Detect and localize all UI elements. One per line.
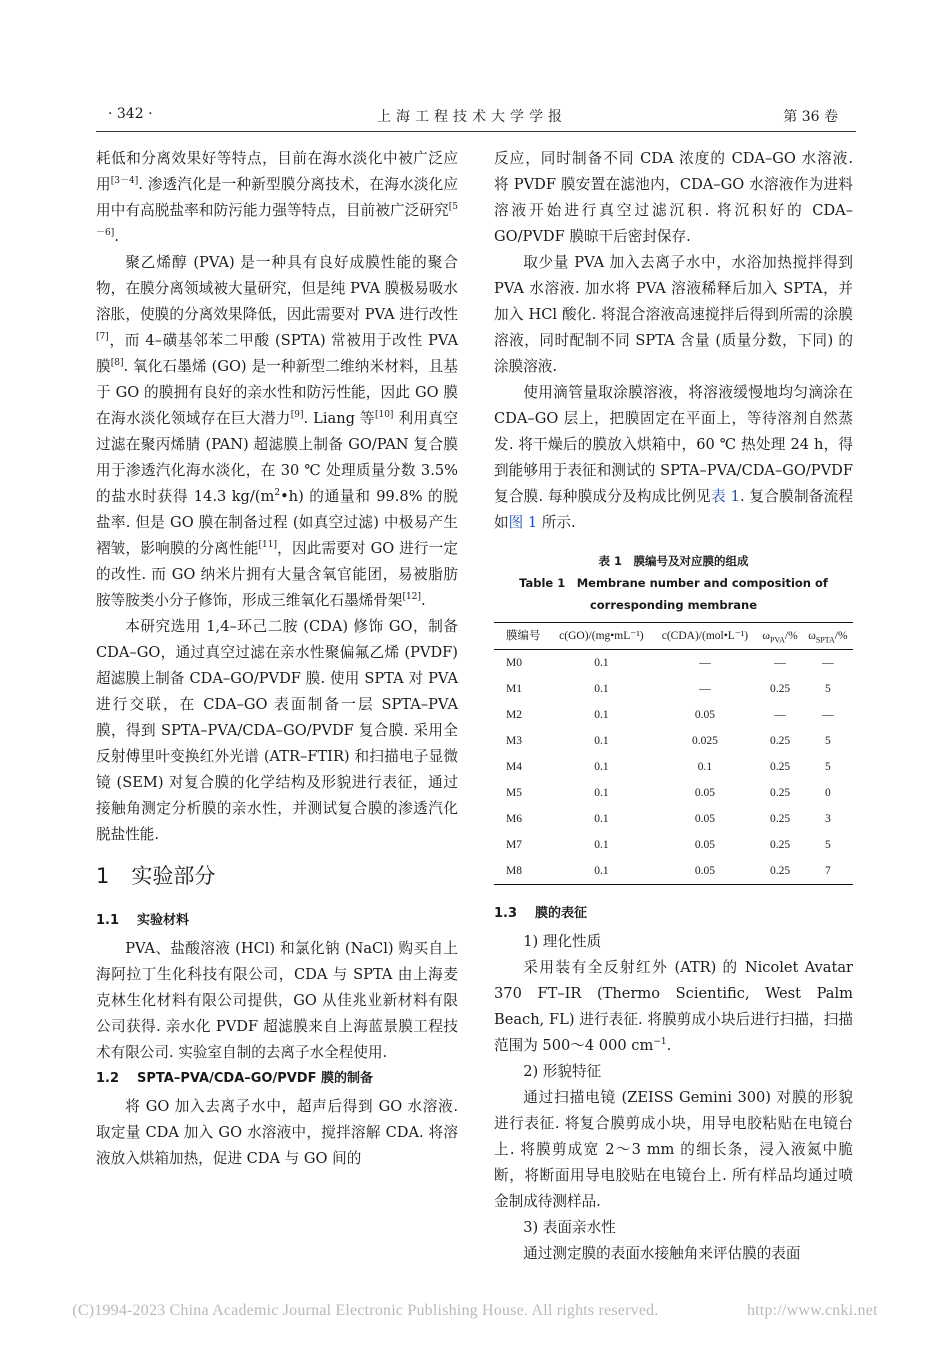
table-cell: — <box>822 709 834 721</box>
table-cell: — <box>699 657 711 669</box>
table-row <box>494 780 853 806</box>
table-cell: 7 <box>825 865 831 877</box>
paragraph-atr-ftir: 采用装有全反射红外 (ATR) 的 Nicolet Avatar 370 FT–IR (Thermo Scientific, West Palm Beach, FL) 进行表征. 将膜剪成小块后进行扫描，扫描范围为 500～4 000 $cm^{-1}$. <box>494 959 853 1054</box>
section-heading-1-2: 1.2 SPTA–PVA/CDA–GO/PVDF 膜的制备 <box>96 1071 374 1086</box>
table-header-cell: $\omega_{SPTA}/\%$ <box>803 623 853 650</box>
paragraph-preparation: 将 GO 加入去离子水中，超声后得到 GO 水溶液. 取定量 CDA 加入 GO 水溶液中，搅拌溶解 CDA. 将溶液放入烘箱加热，促进 CDA 与 GO 间的 <box>96 1098 458 1167</box>
item-physicochemical: 1) 理化性质 <box>523 933 602 950</box>
table-cell: M1 <box>506 683 522 695</box>
table-cell: 0.25 <box>769 761 791 773</box>
table-header-cell: c(CDA)/(mol•L⁻¹) <box>653 623 758 650</box>
figure-1-link[interactable]: 图 1 <box>508 514 538 531</box>
table-row <box>494 728 853 754</box>
citation-9[interactable]: [9] <box>290 410 304 421</box>
table-cell: 0.025 <box>692 735 718 747</box>
citation-7[interactable]: [7] <box>96 332 109 343</box>
table-cell: 5 <box>825 735 831 747</box>
citation-8[interactable]: [8] <box>110 358 124 369</box>
table-caption-cn: 表 1 膜编号及对应膜的组成 <box>598 554 749 568</box>
section-heading-1-3: 1.3 膜的表征 <box>494 906 588 921</box>
item-morphology: 2) 形貌特征 <box>523 1063 602 1080</box>
table-cell: 0.1 <box>594 709 609 721</box>
journal-title: 上海工程技术大学学报 <box>377 109 567 125</box>
paragraph-study-aim: 本研究选用 1,4–环己二胺 (CDA) 修饰 GO，制备 CDA–GO，通过真空过滤在亲水性聚偏氟乙烯 (PVDF) 超滤膜上制备 CDA–GO/PVDF 膜. 使用 SPTA 对 PVA 进行交联，在 CDA–GO 表面制备一层 SPTA–PVA 膜，得到 SPTA–PVA/CDA–GO/PVDF 复合膜. 采用全反射傅里叶变换红外光谱 (ATR–FTIR) 和扫描电子显微镜 (SEM) 对复合膜的化学结构及形貌进行表征，通过接触角测定分析膜的亲水性，并测试复合膜的渗透汽化脱盐性能. <box>96 618 458 843</box>
table-cell: M4 <box>506 761 522 773</box>
table-cell: 0.05 <box>694 813 715 825</box>
table-cell: 0.25 <box>769 735 791 747</box>
table-cell: 0.1 <box>594 787 609 799</box>
table-header-row <box>494 623 853 650</box>
table-cell: 0.25 <box>769 839 791 851</box>
paragraph-preparation-continued: 反应，同时制备不同 CDA 浓度的 CDA–GO 水溶液. 将 PVDF 膜安置在滤池内，CDA–GO 水溶液作为进料溶液开始进行真空过滤沉积. 将沉积好的 CDA–GO/PVDF 膜晾干后密封保存. <box>494 150 853 245</box>
table-row <box>494 650 853 677</box>
table-cell: 0.05 <box>694 787 715 799</box>
table-cell: 0.25 <box>769 813 791 825</box>
table-row <box>494 858 853 885</box>
table-cell: 0.1 <box>594 813 609 825</box>
citation-5-6[interactable]: [5－6] <box>96 202 458 239</box>
table-cell: 0.05 <box>694 839 715 851</box>
table-cell: M2 <box>506 709 522 721</box>
table-caption-en-line2: corresponding membrane <box>589 598 758 612</box>
page-number: · 342 · <box>108 106 153 122</box>
copyright-footer <box>0 1302 950 1320</box>
cnki-url[interactable]: http://www.cnki.net <box>746 1302 878 1319</box>
table-cell: M3 <box>506 735 522 747</box>
table-cell: 0.25 <box>769 865 791 877</box>
table-cell: 5 <box>825 839 831 851</box>
citation-12[interactable]: [12] <box>402 592 421 603</box>
table-cell: — <box>774 709 786 721</box>
table-cell: 0.1 <box>697 761 713 773</box>
paragraph-contact-angle: 通过测定膜的表面水接触角来评估膜的表面 <box>523 1245 801 1262</box>
table-header-cell: c(GO)/(mg•mL⁻¹) <box>550 623 652 650</box>
table-cell: M5 <box>506 787 522 799</box>
section-heading-1-1: 1.1 实验材料 <box>96 913 190 928</box>
table-cell: 0.05 <box>694 865 715 877</box>
paragraph-pva: 聚乙烯醇 (PVA) 是一种具有良好成膜性能的聚合物，在膜分离领域被大量研究，但是纯 PVA 膜极易吸水溶胀，使膜的分离效果降低，因此需要对 PVA 进行改性[7]，而 4–磺基邻苯二甲酸 (SPTA) 常被用于改性 PVA 膜[8]. 氧化石墨烯 (GO) 是一种新型二维纳米材料，且基于 GO 的膜拥有良好的亲水性和防污性能，因此 GO 膜在海水淡化领域存在巨大潜力[9]. Liang 等[10] 利用真空过滤在聚丙烯腈 (PAN) 超滤膜上制备 GO/PAN 复合膜用于渗透汽化海水淡化，在 30 ℃ 处理质量分数 3.5% 的盐水时获得 14.3 $kg/(m^2•h)$ 的通量和 99.8% 的脱盐率. 但是 GO 膜在制备过程 (如真空过滤) 中极易产生褶皱，影响膜的分离性能[11]，因此需要对 GO 进行一定的改性. 而 GO 纳米片拥有大量含氧官能团，易被脂肪胺等胺类小分子修饰，形成三维氧化石墨烯骨架[12]. <box>96 254 458 609</box>
table-cell: 5 <box>825 683 831 695</box>
table-row <box>494 832 853 858</box>
item-hydrophilicity: 3) 表面亲水性 <box>523 1219 616 1236</box>
table-cell: M6 <box>506 813 522 825</box>
table-cell: — <box>822 657 834 669</box>
section-heading-1: 1 实验部分 <box>96 864 216 888</box>
table-cell: 0.1 <box>594 683 609 695</box>
right-column <box>494 146 853 1267</box>
table-cell: 0.1 <box>594 865 609 877</box>
table-1-link[interactable]: 表 1 <box>711 488 740 505</box>
volume-label: 第 36 卷 <box>783 109 838 125</box>
membrane-composition-table <box>494 622 853 885</box>
table-cell: 0 <box>825 787 831 799</box>
citation-10[interactable]: [10] <box>374 410 394 421</box>
table-cell: 0.1 <box>594 761 609 773</box>
table-cell: 0.05 <box>694 709 715 721</box>
table-cell: — <box>699 683 711 695</box>
paragraph-materials: PVA、盐酸溶液 (HCl) 和氯化钠 (NaCl) 购买自上海阿拉丁生化科技有限公司，CDA 与 SPTA 由上海麦克林生化材料有限公司提供，GO 从佳兆业新材料有限公司获得. 亲水化 PVDF 超滤膜来自上海蓝景膜工程技术有限公司. 实验室自制的去离子水全程使用. <box>96 940 458 1061</box>
table-cell: M7 <box>506 839 522 851</box>
citation-3-4[interactable]: [3－4] <box>110 176 139 187</box>
table-cell: — <box>774 657 786 669</box>
table-cell: 3 <box>825 813 831 825</box>
table-cell: 0.1 <box>594 735 609 747</box>
table-cell: 0.1 <box>594 657 609 669</box>
paragraph-intro-continued: 耗低和分离效果好等特点，目前在海水淡化中被广泛应用[3－4]. 渗透汽化是一种新型膜分离技术，在海水淡化应用中有高脱盐率和防污能力强等特点，目前被广泛研究[5－6]. <box>96 150 458 245</box>
table-cell: M8 <box>506 865 522 877</box>
paragraph-pva-solution: 取少量 PVA 加入去离子水中，水浴加热搅拌得到 PVA 水溶液. 加水将 PVA 溶液稀释后加入 SPTA，并加入 HCl 酸化. 将混合溶液高速搅拌后得到所需的涂膜溶液，同时配制不同 SPTA 含量 (质量分数，下同) 的涂膜溶液. <box>494 254 853 375</box>
running-header <box>96 103 848 127</box>
table-header-cell: $\omega_{PVA}/\%$ <box>757 623 803 650</box>
table-cell: 0.1 <box>594 839 609 851</box>
paragraph-sem: 通过扫描电镜 (ZEISS Gemini 300) 对膜的形貌进行表征. 将复合膜剪成小块，用导电胶粘贴在电镜台上. 将膜剪成宽 2～3 mm 的细长条，浸入液氮中脆断，将断面用导电胶贴在电镜台上. 所有样品均通过喷金制成待测样品. <box>494 1089 853 1210</box>
header-rule <box>96 131 856 132</box>
citation-11[interactable]: [11] <box>258 540 277 551</box>
left-column <box>96 146 458 1172</box>
table-row <box>494 702 853 728</box>
table-row <box>494 676 853 702</box>
paragraph-coating: 使用滴管量取涂膜溶液，将溶液缓慢地均匀滴涂在 CDA–GO 层上，把膜固定在平面上，等待溶剂自然蒸发. 将干燥后的膜放入烘箱中，60 ℃ 热处理 24 h，得到能够用于表征和测试的 SPTA–PVA/CDA–GO/PVDF 复合膜. 每种膜成分及构成比例见表 1. 复合膜制备流程如图 1 所示. <box>494 384 854 531</box>
table-caption-en-line1: Table 1 Membrane number and composition of <box>519 576 828 590</box>
table-cell: M0 <box>506 657 522 669</box>
table-cell: 5 <box>825 761 831 773</box>
table-row <box>494 806 853 832</box>
table-cell: 0.25 <box>769 683 791 695</box>
table-header-cell: 膜编号 <box>494 623 550 650</box>
table-cell: 0.25 <box>769 787 791 799</box>
table-row <box>494 754 853 780</box>
copyright-text: (C)1994-2023 China Academic Journal Electronic Publishing House. All rights reserved. <box>72 1302 659 1319</box>
